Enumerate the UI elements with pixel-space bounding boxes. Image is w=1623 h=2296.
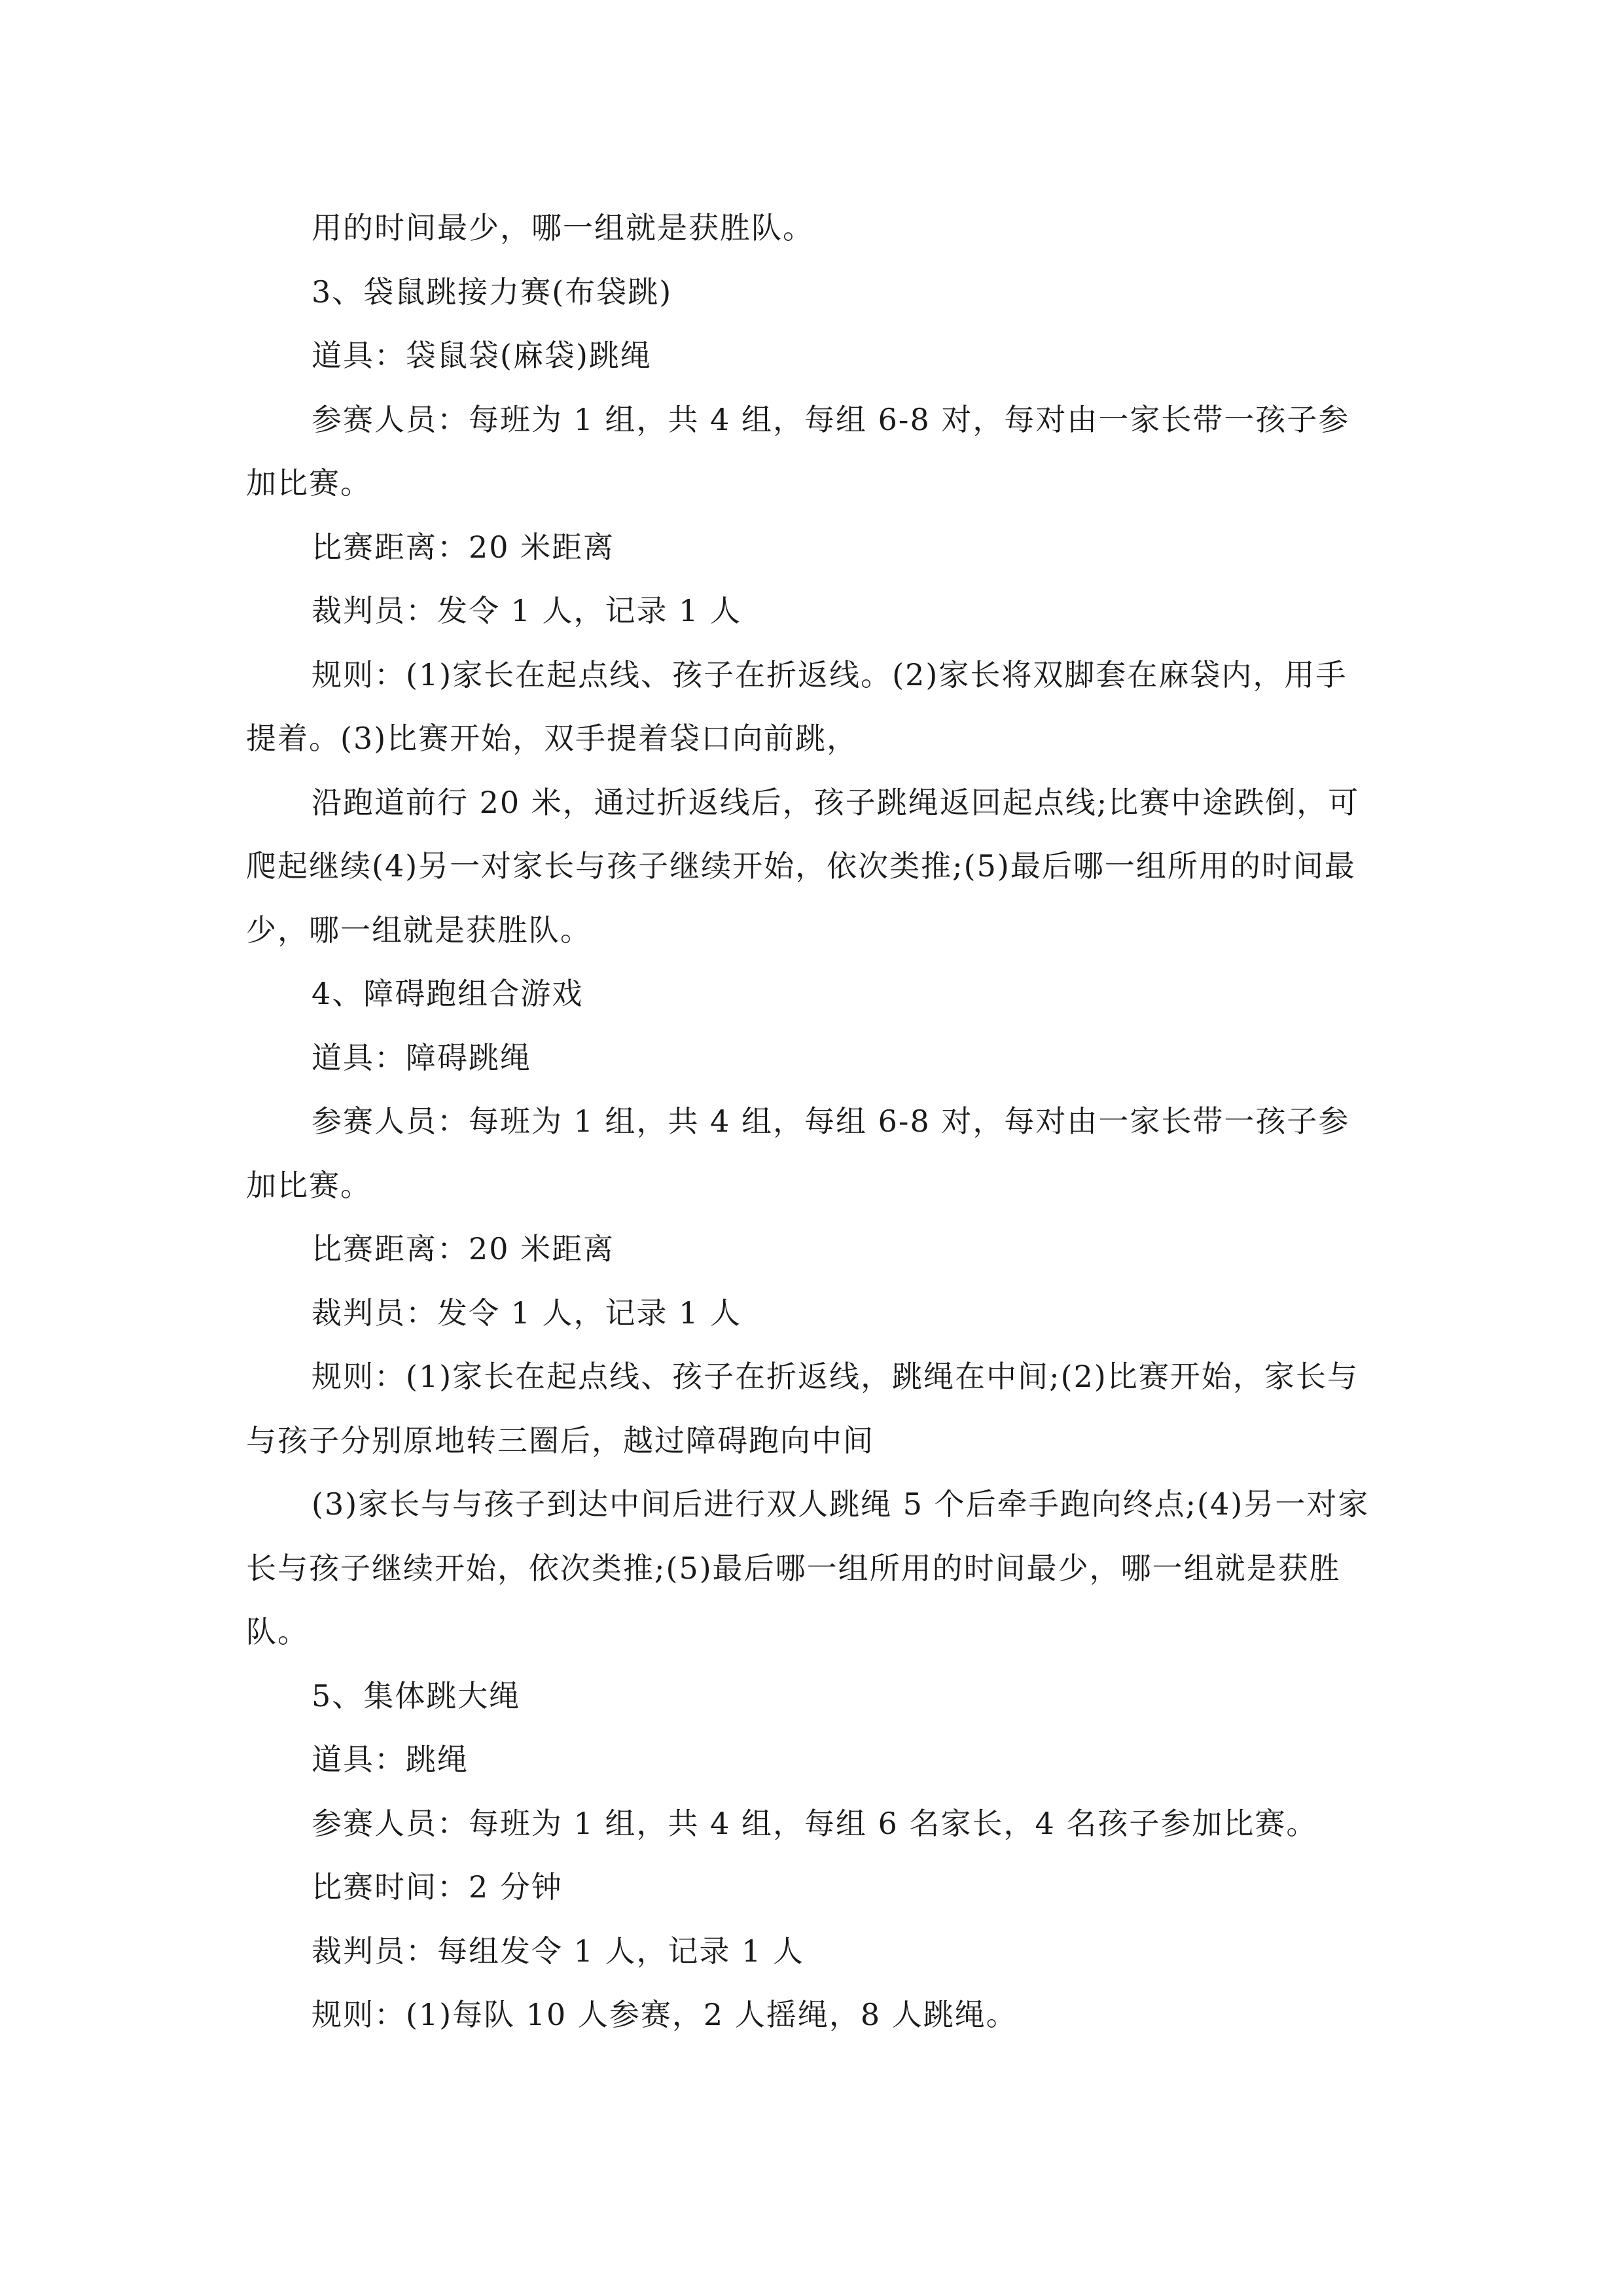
paragraph: 比赛时间：2 分钟 [312, 1869, 563, 1905]
paragraph: 参赛人员：每班为 1 组，共 4 组，每组 6-8 对，每对由一家长带一孩子参加比赛。 [246, 1103, 1350, 1203]
paragraph: 规则：(1)家长在起点线、孩子在折返线，跳绳在中间;(2)比赛开始，家长与与孩子分别原地转三圈后，越过障碍跑向中间 [246, 1359, 1359, 1458]
paragraph: (3)家长与与孩子到达中间后进行双人跳绳 5 个后牵手跑向终点;(4)另一对家长与孩子继续开始，依次类推;(5)最后哪一组所用的时间最少，哪一组就是获胜队。 [246, 1486, 1370, 1649]
paragraph: 道具：跳绳 [312, 1742, 469, 1777]
paragraph: 规则：(1)每队 10 人参赛，2 人摇绳，8 人跳绳。 [312, 1997, 1018, 2032]
paragraph: 沿跑道前行 20 米，通过折返线后，孩子跳绳返回起点线;比赛中途跌倒，可爬起继续(4)另一对家长与孩子继续开始，依次类推;(5)最后哪一组所用的时间最少，哪一组就是获胜队。 [246, 784, 1360, 948]
paragraph: 规则：(1)家长在起点线、孩子在折返线。(2)家长将双脚套在麻袋内，用手提着。(3)比赛开始，双手提着袋口向前跳， [246, 656, 1347, 756]
paragraph: 比赛距离：20 米距离 [312, 529, 615, 565]
paragraph: 裁判员：发令 1 人，记录 1 人 [312, 1295, 742, 1331]
paragraph: 裁判员：每组发令 1 人，记录 1 人 [312, 1933, 805, 1969]
section-heading: 5、集体跳大绳 [312, 1677, 521, 1713]
paragraph: 参赛人员：每班为 1 组，共 4 组，每组 6 名家长，4 名孩子参加比赛。 [312, 1805, 1318, 1841]
paragraph: 参赛人员：每班为 1 组，共 4 组，每组 6-8 对，每对由一家长带一孩子参加比赛。 [246, 401, 1350, 501]
paragraph: 道具：袋鼠袋(麻袋)跳绳 [312, 338, 652, 373]
document-body [246, 196, 1378, 2047]
paragraph: 裁判员：发令 1 人，记录 1 人 [312, 593, 742, 628]
section-heading: 3、袋鼠跳接力赛(布袋跳) [312, 274, 673, 310]
paragraph: 比赛距离：20 米距离 [312, 1231, 615, 1266]
paragraph: 道具：障碍跳绳 [312, 1039, 531, 1075]
paragraph: 用的时间最少，哪一组就是获胜队。 [312, 210, 814, 245]
section-heading: 4、障碍跑组合游戏 [312, 976, 584, 1011]
